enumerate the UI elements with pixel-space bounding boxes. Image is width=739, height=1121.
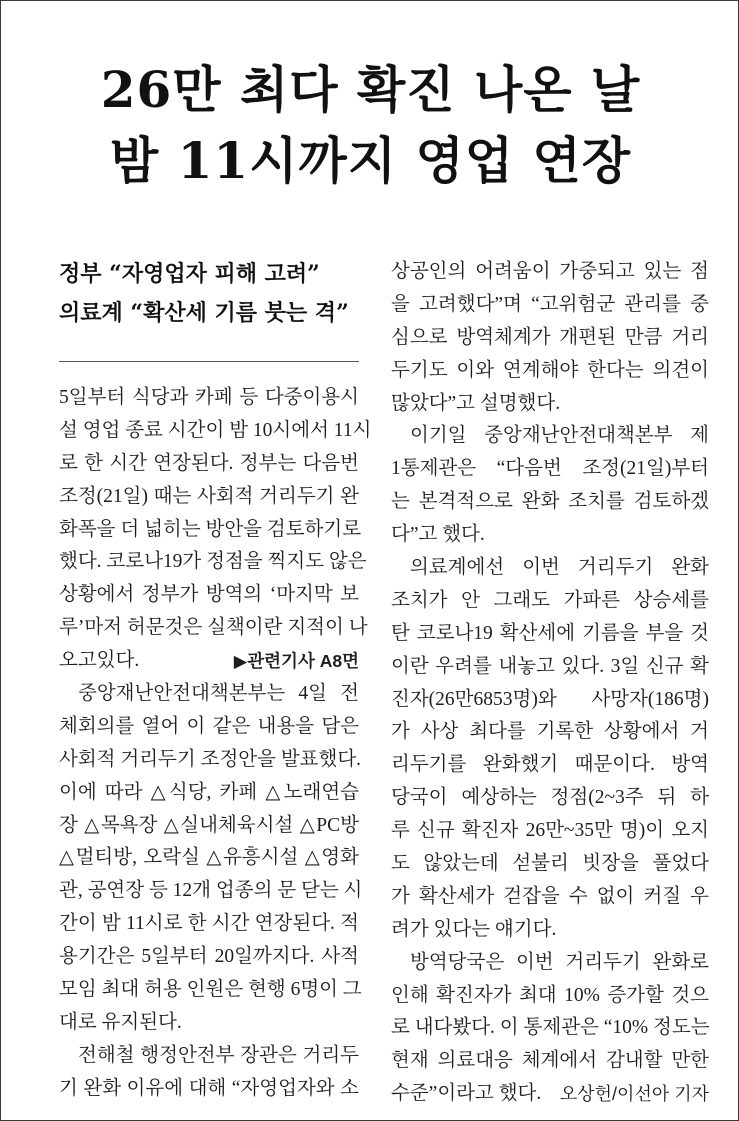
body-line-with-byline — [391, 1078, 709, 1111]
body-line: 많았다”고 설명했다. — [391, 392, 561, 414]
body-line: 인해 확진자가 최대 10% 증가할 것으 — [391, 984, 709, 1006]
body-line-text: 오고있다. — [59, 650, 140, 672]
body-line: 려가 있다는 얘기다. — [391, 918, 557, 940]
body-line: 이기일 중앙재난안전대책본부 제 — [410, 425, 709, 447]
body-line: 루 신규 확진자 26만~35만 명)이 오지 — [391, 820, 709, 842]
body-line: 간이 밤 11시로 한 시간 연장된다. 적 — [59, 913, 359, 935]
body-line: 두기도 이와 연계해야 한다는 의견이 — [391, 359, 709, 381]
article-column-left — [59, 382, 372, 1106]
body-line: 로 한 시간 연장된다. 정부는 다음번 — [59, 452, 359, 474]
body-line: 는 본격적으로 완화 조치를 검토하겠 — [391, 491, 709, 513]
body-line: △멀티방, 오락실 △유흥시설 △영화 — [59, 847, 359, 869]
body-line: 관, 공연장 등 12개 업종의 문 닫는 시 — [59, 880, 363, 902]
body-line: 다”고 했다. — [391, 524, 485, 546]
body-line: 설 영업 종료 시간이 밤 10시에서 11시 — [59, 419, 372, 441]
body-line: 중앙재난안전대책본부는 4일 전 — [78, 683, 359, 705]
related-article-link[interactable]: ▶관련기사 A8면 — [233, 651, 359, 672]
body-line: 의료계에선 이번 거리두기 완화 — [410, 557, 709, 579]
body-line-with-reference — [59, 645, 359, 678]
body-line: 로 내다봤다. 이 통제관은 “10% 정도는 — [391, 1017, 710, 1039]
body-line: 당국이 예상하는 정점(2~3주 뒤 하 — [391, 787, 709, 809]
body-line-text: 수준”이라고 했다. — [391, 1083, 542, 1105]
body-line: 전해철 행정안전부 장관은 거리두 — [78, 1044, 359, 1066]
headline-line-1: 26만 최다 확진 나온 날 — [100, 60, 641, 119]
body-line: 리두기를 완화했기 때문이다. 방역 — [391, 754, 709, 776]
body-line: 가 사상 최다를 기록한 상황에서 거 — [391, 721, 709, 743]
body-line: 도 않았는데 섣불리 빗장을 풀었다 — [391, 853, 709, 875]
body-line: 화폭을 더 넓히는 방안을 검토하기로 — [59, 518, 362, 540]
body-line: 상공인의 어려움이 가중되고 있는 점 — [391, 261, 709, 282]
subheadline-line-1: 정부 “자영업자 피해 고려” — [59, 261, 320, 287]
body-line: 현재 의료대응 체계에서 감내할 만한 — [391, 1050, 709, 1072]
byline: 오상헌/이선아 기자 — [559, 1084, 709, 1105]
body-line: 장 △목욕장 △실내체육시설 △PC방 — [59, 814, 359, 836]
body-line: 이란 우려를 내놓고 있다. 3일 신규 확 — [391, 655, 709, 677]
body-line: 했다. 코로나19가 정점을 찍지도 않은 — [59, 551, 367, 573]
body-line: 가 확산세가 걷잡을 수 없이 커질 우 — [391, 885, 709, 907]
body-line: 조정(21일) 때는 사회적 거리두기 완 — [59, 485, 359, 507]
subheadline-line-2: 의료계 “확산세 기름 붓는 격” — [59, 300, 349, 326]
body-line: 탄 코로나19 확산세에 기름을 부을 것 — [391, 622, 709, 644]
body-line: 기 완화 이유에 대해 “자영업자와 소 — [59, 1077, 359, 1099]
body-line: 모임 최대 허용 인원은 현행 6명이 그 — [59, 979, 362, 1001]
body-line: 상황에서 정부가 방역의 ‘마지막 보 — [59, 584, 359, 606]
body-line: 조치가 안 그래도 가파른 상승세를 — [391, 589, 709, 611]
article-column-right — [391, 256, 709, 1111]
body-line: 5일부터 식당과 카페 등 다중이용시 — [59, 387, 359, 408]
body-line: 용기간은 5일부터 20일까지다. 사적 — [59, 946, 359, 968]
headline-line-2: 밤 11시까지 영업 연장 — [109, 131, 632, 190]
body-line: 대로 유지된다. — [59, 1011, 182, 1033]
body-line: 사회적 거리두기 조정안을 발표했다. — [59, 748, 362, 770]
subheadline-divider — [59, 361, 359, 362]
body-line: 루’마저 허문것은 실책이란 지적이 나 — [59, 617, 368, 639]
body-line: 이에 따라 △식당, 카페 △노래연습 — [59, 781, 359, 803]
body-line: 체회의를 열어 이 같은 내용을 담은 — [59, 715, 359, 737]
body-line: 심으로 방역체계가 개편된 만큼 거리 — [391, 326, 709, 348]
body-line: 진자(26만6853명)와 사망자(186명) — [391, 688, 709, 710]
body-line: 방역당국은 이번 거리두기 완화로 — [410, 951, 709, 973]
body-line: 1통제관은 “다음번 조정(21일)부터 — [391, 458, 709, 480]
body-line: 을 고려했다”며 “고위험군 관리를 중 — [391, 293, 709, 315]
